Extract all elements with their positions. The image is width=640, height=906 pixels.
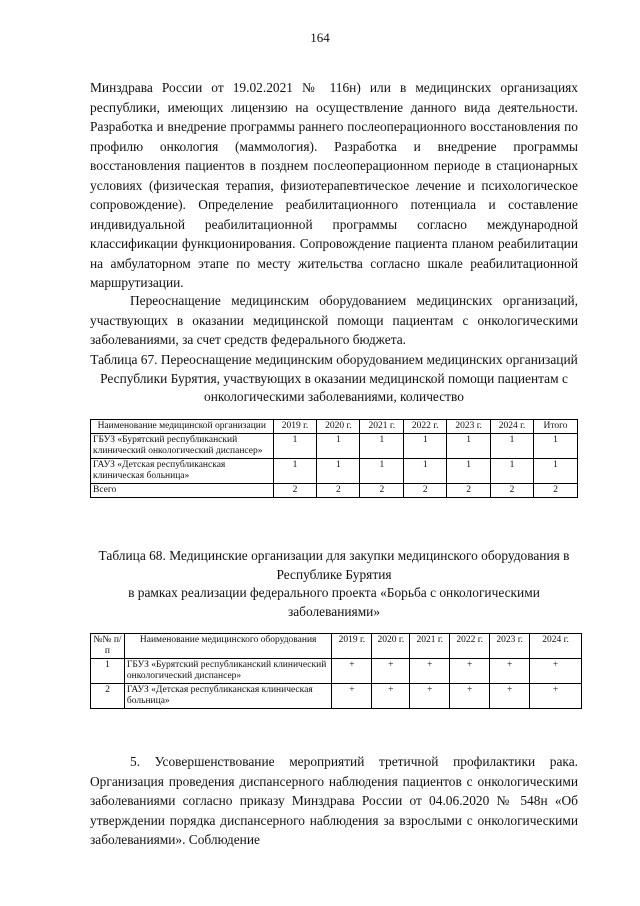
column-header: Итого bbox=[533, 420, 577, 434]
table-cell: + bbox=[372, 659, 410, 684]
paragraph-tertiary-prevention: 5. Усовершенствование мероприятий третичной профилактики рака. Организация проведения диспансерного наблюдения пациентов с онкологическими заболеваниями согласно приказу Минздрава России от 04.06.2020 № 548н «Об утверждении порядка диспансерного наблюдения за взрослыми с онкологическими заболеваниями». Соблюдение bbox=[90, 754, 578, 847]
table-cell: 1 bbox=[447, 459, 491, 484]
table-cell: + bbox=[450, 684, 490, 709]
table-cell: + bbox=[530, 659, 582, 684]
table-cell: 1 bbox=[404, 434, 447, 459]
column-header: 2019 г. bbox=[332, 634, 372, 659]
table-cell: 1 bbox=[360, 434, 404, 459]
table-cell: + bbox=[530, 684, 582, 709]
table-cell: + bbox=[410, 659, 450, 684]
table68-caption-line2: в рамках реализации федерального проекта «Борьба с онкологическими заболеваниями» bbox=[128, 585, 540, 619]
table-cell: ГАУЗ «Детская республиканская клиническая больница» bbox=[91, 459, 274, 484]
column-header: 2020 г. bbox=[317, 420, 360, 434]
table67-caption: Таблица 67. Переоснащение медицинским оборудованием медицинских организаций Республики Бурятия, участвующих в оказании медицинской помощи пациентам с онкологическими заболеваниями, количество bbox=[90, 352, 578, 404]
column-header: 2024 г. bbox=[530, 634, 582, 659]
table-row-total bbox=[91, 484, 578, 498]
table-cell: 1 bbox=[533, 459, 577, 484]
table-cell: 2 bbox=[533, 484, 577, 498]
table-cell: + bbox=[372, 684, 410, 709]
column-header: 2024 г. bbox=[491, 420, 534, 434]
table-cell: 1 bbox=[447, 434, 491, 459]
table-cell: 2 bbox=[91, 684, 125, 709]
table-cell: 1 bbox=[491, 434, 534, 459]
table-cell: 1 bbox=[317, 434, 360, 459]
table-cell: + bbox=[332, 659, 372, 684]
table-cell: 1 bbox=[91, 659, 125, 684]
table-header-row bbox=[91, 420, 578, 434]
column-header: 2023 г. bbox=[447, 420, 491, 434]
table-cell: 2 bbox=[491, 484, 534, 498]
table-cell: 1 bbox=[317, 459, 360, 484]
page-number: 164 bbox=[310, 30, 330, 45]
paragraph-reequipment: Переоснащение медицинским оборудованием медицинских организаций, участвующих в оказании медицинской помощи пациентам с онкологическими заболеваниями, за счет средств федерального бюджета. bbox=[90, 293, 578, 347]
column-header: 2020 г. bbox=[372, 634, 410, 659]
table-row bbox=[91, 684, 582, 709]
table-row bbox=[91, 459, 578, 484]
table68-caption-line1: Таблица 68. Медицинские организации для закупки медицинского оборудования в Республике Бурятия bbox=[98, 548, 570, 582]
table-row bbox=[91, 659, 582, 684]
table-cell: 1 bbox=[273, 434, 317, 459]
table-cell: + bbox=[490, 684, 530, 709]
table-header-row bbox=[91, 634, 582, 659]
table-row bbox=[91, 434, 578, 459]
table-cell: + bbox=[410, 684, 450, 709]
column-header: №№ п/п bbox=[91, 634, 125, 659]
table-cell: ГБУЗ «Бурятский республиканский клинический онкологический диспансер» bbox=[91, 434, 274, 459]
column-header: 2022 г. bbox=[450, 634, 490, 659]
table-cell: 2 bbox=[317, 484, 360, 498]
column-header: Наименование медицинской организации bbox=[91, 420, 274, 434]
table-cell: 1 bbox=[404, 459, 447, 484]
table-68 bbox=[90, 633, 582, 709]
table-cell: Всего bbox=[91, 484, 274, 498]
table-cell: 2 bbox=[360, 484, 404, 498]
table-cell: + bbox=[490, 659, 530, 684]
table-cell: + bbox=[450, 659, 490, 684]
column-header: 2022 г. bbox=[404, 420, 447, 434]
table-cell: ГБУЗ «Бурятский республиканский клинический онкологический диспансер» bbox=[124, 659, 331, 684]
table-cell: 1 bbox=[273, 459, 317, 484]
paragraph-rehabilitation: Минздрава России от 19.02.2021 № 116н) или в медицинских организациях республики, имеющих лицензию на осуществление данного вида деятельности. Разработка и внедрение программы раннего послеоперационного восстановления по профилю онкология (маммология). Разработка и внедрение программы восстановления пациентов в позднем послеоперационном периоде в стационарных условиях (физическая терапия, физиотерапевтическое лечение и психологическое сопровождение). Определение реабилитационного потенциала и составление индивидуальной реабилитационной программы согласно международной классификации функционирования. Сопровождение пациента планом реабилитации на амбулаторном этапе по месту жительства согласно шкале реабилитационной маршрутизации. bbox=[90, 80, 578, 290]
table-67 bbox=[90, 419, 578, 498]
column-header: Наименование медицинского оборудования bbox=[124, 634, 331, 659]
column-header: 2019 г. bbox=[273, 420, 317, 434]
table-cell: 2 bbox=[447, 484, 491, 498]
table-cell: + bbox=[332, 684, 372, 709]
column-header: 2021 г. bbox=[410, 634, 450, 659]
table-cell: 1 bbox=[360, 459, 404, 484]
column-header: 2021 г. bbox=[360, 420, 404, 434]
table-cell: ГАУЗ «Детская республиканская клиническая больница» bbox=[124, 684, 331, 709]
table-cell: 2 bbox=[273, 484, 317, 498]
table-cell: 1 bbox=[491, 459, 534, 484]
column-header: 2023 г. bbox=[490, 634, 530, 659]
table-cell: 2 bbox=[404, 484, 447, 498]
table-cell: 1 bbox=[533, 434, 577, 459]
